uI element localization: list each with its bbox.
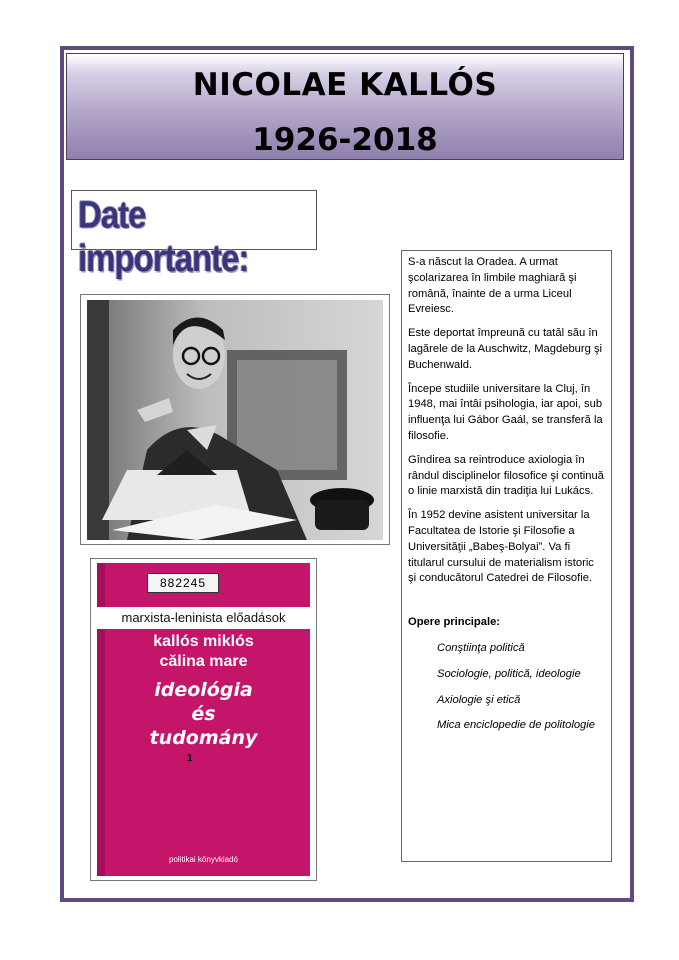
book-volume: 1 [187,753,193,764]
section-title-box [71,190,317,280]
catalog-label: 882245 [147,573,219,593]
portrait-photo [80,294,390,545]
section-title: Date importante: [78,193,249,280]
book-author: călina mare [159,653,248,670]
work-item: Sociologie, politică, ideologie [437,667,581,680]
book-title-line: tudomány [149,727,258,749]
work-item: Axiologie şi etică [437,693,521,706]
bio-paragraph: Este deportat împreună cu tatăl său în lagărele de la Auschwitz, Magdeburg şi Buchenwald. [408,327,603,371]
bio-paragraph: S-a născut la Oradea. A urmat şcolarizarea în limbile maghiară şi română, înainte de a urma Liceul Evreiesc. [408,256,577,316]
book-cover [97,563,310,876]
book-author: kallós miklós [153,633,254,650]
bio-paragraph: Începe studiile universitare la Cluj, în 1948, mai întâi psihologia, iar apoi, sub influenţa lui Gábor Gaál, se transferă la filosofie. [408,382,603,442]
portrait-photo-image [87,300,383,540]
book-publisher: politikai könyvkiadó [169,855,238,864]
works-title: Opere principale: [408,616,501,629]
book-series: marxista-leninista előadások [97,607,310,629]
header-banner [66,53,624,160]
bio-paragraph: Gîndirea sa reintroduce axiologia în rândul disciplinelor filosofice şi continuă o linie marxistă din tradiţia lui Lukács. [408,453,604,498]
book-cover-photo [90,558,317,881]
life-years: 1926-2018 [252,122,438,158]
work-item: Mica enciclopedie de politologie [437,719,595,732]
biography-text-box [401,250,612,862]
book-title-line: ideológia [154,679,253,701]
bio-paragraph: În 1952 devine asistent universitar la Facultatea de Istorie şi Filosofie a Universităţii „Babeş-Bolyai”. Va fi titularul cursului de materialism istoric şi conducătorul Catedrei de Filosofie. [408,509,594,585]
person-name: NICOLAE KALLÓS [192,67,498,103]
book-title-line: és [191,703,216,725]
work-item: Conştiinţa politică [437,641,525,654]
